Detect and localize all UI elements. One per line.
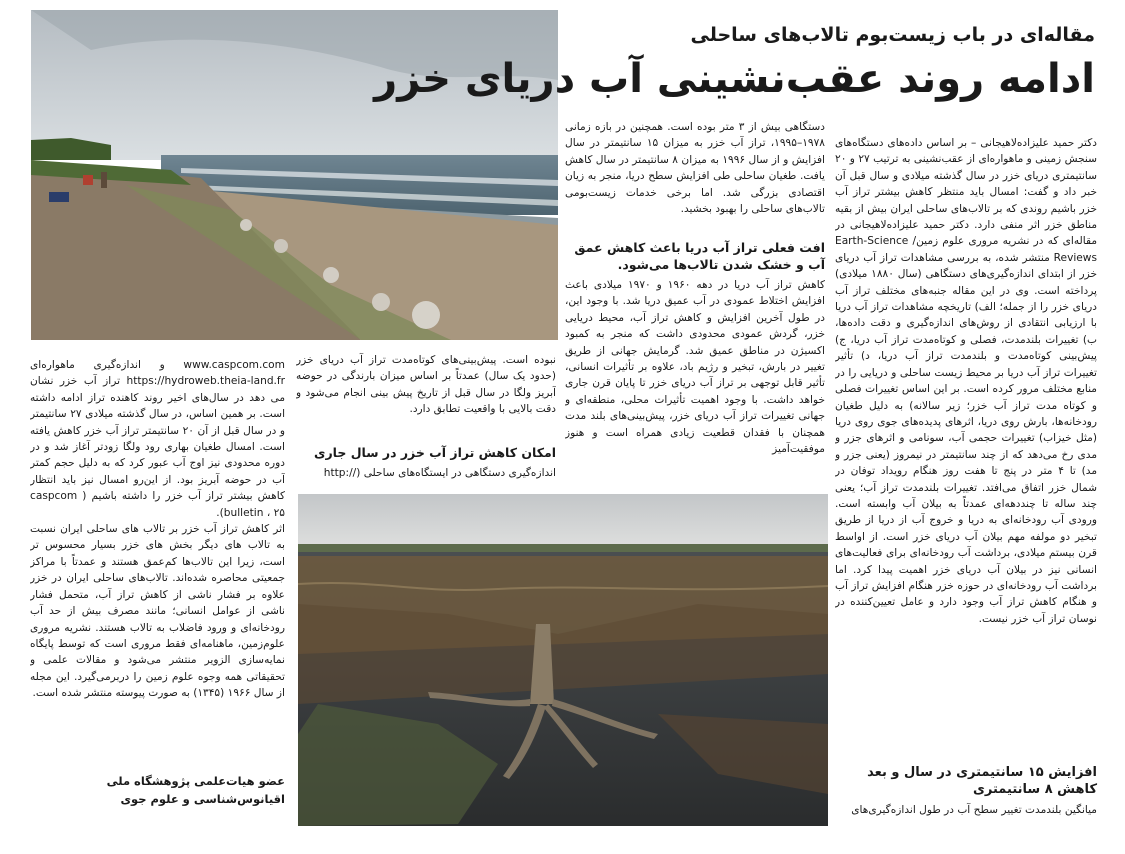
left-column-text [30, 357, 285, 769]
center-column-heading: امکان کاهش تراز آب خزر در سال جاری [314, 445, 556, 460]
left-text-mid-2: تراز آب [83, 375, 121, 388]
right-column-body: دکتر حمید علیزاده‌لاهیجانی – بر اساس داده‌های دستگاه‌های سنجش زمینی و ماهواره‌ای از عقب‌نشینی به ترتیب ۲۷ و ۲۰ سانتیمتری دریای خزر در سال گذشته میلادی و سال قبل آن خبر داد و گفت: امسال باید منتظر کاهش بیشتر تراز آب خزر باشیم روندی که بر تالاب‌های ساحلی ایران بیش از بقیه مناطق خزر اثر منفی دارد. دکتر حمید علیزاده‌لاهیجانی در مقاله‌ای که در نشریه مروری علوم زمین/ Earth-Science Reviews منتشر شده، به بررسی مشاهدات تراز آب دریای خزر از ابتدای اندازه‌گیری‌های دستگاهی (سال ۱۸۸۰ میلادی) پرداخته است. وی در این مقاله جنبه‌های مختلف تراز آب دریای خزر را از جمله؛ الف) تاریخچه مشاهدات تراز آب دریا با ارزیابی انتقادی از روش‌های اندازه‌گیری و دقت داده‌ها، ب) تغییرات بلندمدت، فصلی و کوتاه‌مدت تراز آب دریا، ج) پیش‌بینی کوتاه‌مدت و بلندمدت تراز آب دریا، د) تأثیر تغییرات تراز آب دریا بر محیط زیست ساحلی و دریایی را در منابع مختلف مرور کرده است. بر این اساس تغییرات فصلی و کوتاه مدت تراز آب خزر؛ زیر سالانه) به دلیل طغیان رودخانه‌ها، بارش روی دریا، اثرهای پدیده‌های جوی روی دریا (مثل خیزاب) تغییرات حجمی آب، سونامی و اثرهای جزر و مدی رخ می‌دهد که از چند سانتیمتر در نیمروز (یعنی جزر و مد) تا ۴ متر در پنج تا هفت روز هنگام رویداد توفان در شمال خزر اتفاق می‌افتد. تغییرات بلندمدت تراز آب؛ یعنی چند ساله تا چنددهه‌ای عمدتاً به بیلان آب وابسته است. ورودی آب رودخانه‌ای به دریا و خروج آب از دریا از طریق تبخیر دو مولفه مهم بیلان آب دریای خزر است. از اواسط قرن بیستم میلادی، برداشت آب رودخانه‌ای برای فعالیت‌های انسانی نیز در بیلان آب دریای خزر اهمیت پیدا کرد. اما برداشت آب رودخانه‌ای در حوزه خزر هنگام افزایش تراز آب و هنگام کاهش تراز آب وجود دارد و عامل تعیین‌کننده در نوسان تراز آب خزر نیست. [835, 137, 1097, 625]
middle-column-body: کاهش تراز آب دریا در دهه ۱۹۶۰ و ۱۹۷۰ میلادی باعث افزایش اختلاط عمودی در آب عمیق دریا شد. با وجود این، در طول آخرین افزایش و کاهش تراز آب، محیط دریایی خزر، گردش عمودی محدودی داشت که منجر به کمبود اکسیژن در مناطق عمیق شد. گرمایش جهانی از طریق تغییر در بارش، تبخیر و رژیم باد، علاوه بر تأثیرات انسانی، تأثیر قابل توجهی بر تراز آب دریای خزر تا پایان قرن جاری خواهد داشت. با وجود اهمیت تأثیرات محلی، منطقه‌ای و جهانی تغییرات تراز آب دریای خزر، پیش‌بینی‌های بلند مدت همچنان با فقدان قطعیت زیادی همراه است و هنوز موفقیت‌آمیز [565, 279, 825, 456]
wetland-photo [298, 494, 828, 826]
center-column-text: نبوده است. پیش‌بینی‌های کوتاه‌مدت تراز آب دریای خزر (حدود یک سال) عمدتاً بر اساس میزان بارندگی در حوضه آبریز ولگا در سال قبل از تاریخ پیش بینی انجام می‌شود و دقت بالایی با واقعیت تطابق دارد. [296, 354, 556, 416]
right-column-text [835, 135, 1097, 753]
left-body-2: اثر کاهش تراز آب خزر بر تالاب های ساحلی ایران نسبت به تالاب های دیگر بخش های خزر بسیار محسوس تر است، زیرا این تالاب‌ها کم‌عمق هستند و عمدتاً با مراکز جمعیتی محاصره شده‌اند. تالاب‌های ساحلی ایران در خزر علاوه بر فشار ناشی از کاهش تراز آب، متحمل فشار ناشی از عوامل انسانی؛ مانند مصرف بیش از حد آب رودخانه‌ای و ورود فاضلاب به تالاب هستند. نشریه مروری علوم‌زمین، ماهنامه‌ای فقط مروری است که توسط پایگاه نمایه‌سازی الزویر منتشر می‌شود و مقالات علمی و تحقیقاتی همه وجوه علوم زمین را دربرمی‌گیرد. این مجله از سال ۱۹۶۶ (۱۳۴۵) به صورت پیوسته منتشر شده است. [30, 523, 285, 700]
caspcom-url[interactable]: www.caspcom.com [183, 359, 285, 371]
left-after-bulletin: ، ۲۵). [216, 506, 285, 519]
right-column-tail: میانگین بلندمدت تغییر سطح آب در طول اندازه‌گیری‌های [851, 804, 1097, 816]
left-text-mid-1: و اندازه‌گیری ماهواره‌ای [30, 359, 165, 371]
author-signature: عضو هیات‌علمی پژوهشگاه ملی اقیانوس‌شناسی و علوم جوی [106, 774, 285, 806]
right-column-heading: افزایش ۱۵ سانتیمتری در سال و بعد کاهش ۸ سانتیمتری [867, 765, 1097, 797]
caspcom-bulletin: caspcom bulletin [30, 490, 264, 519]
article-kicker: مقاله‌ای در باب زیست‌بوم تالاب‌های ساحلی [690, 24, 1095, 46]
hydroweb-url[interactable]: https://hydroweb.theia-land.fr [126, 375, 285, 388]
article-headline: ادامه روند عقب‌نشینی آب دریای خزر [374, 56, 1095, 102]
middle-column-heading: افت فعلی تراز آب دریا باعث کاهش عمق آب و خشک شدن تالاب‌ها می‌شود. [574, 240, 825, 272]
middle-column-top: دستگاهی بیش از ۳ متر بوده است. همچنین در بازه زمانی ۱۹۷۸–۱۹۹۵، تراز آب خزر به میزان ۱۵ سانتیمتر در سال افزایش و از سال ۱۹۹۶ به میزان ۸ سانتیمتر در سال کاهش یافت. طغیان ساحلی طی افزایش سطح دریا، منجر به زیان اقتصادی بزرگی شد. اما برخی خدمات زیست‌بومی تالاب‌های ساحلی را بهبود بخشید. [565, 121, 825, 216]
left-body-1: خزر نشان می دهد در سال‌های اخیر روند کاهنده تراز ادامه داشته است. بر همین اساس، در سال گذشته میلادی ۲۷ سانتیمتر و در سال قبل از آن ۲۰ سانتیمتر تراز آب خزر کاهش یافته است. امسال طغیان بهاری رود ولگا زودتر آغاز شد و در دوره محدودی نیز اوج آب عبور کرد که به دلیل حجم کمتر آب در حوضه آبریز بود. از این‌رو امسال نیز باید انتظار کاهش بیشتر تراز آب خزر را داشته باشیم ( [30, 375, 285, 503]
center-column-text-2: اندازه‌گیری دستگاهی در ایستگاه‌های ساحلی (//:http [323, 467, 556, 479]
